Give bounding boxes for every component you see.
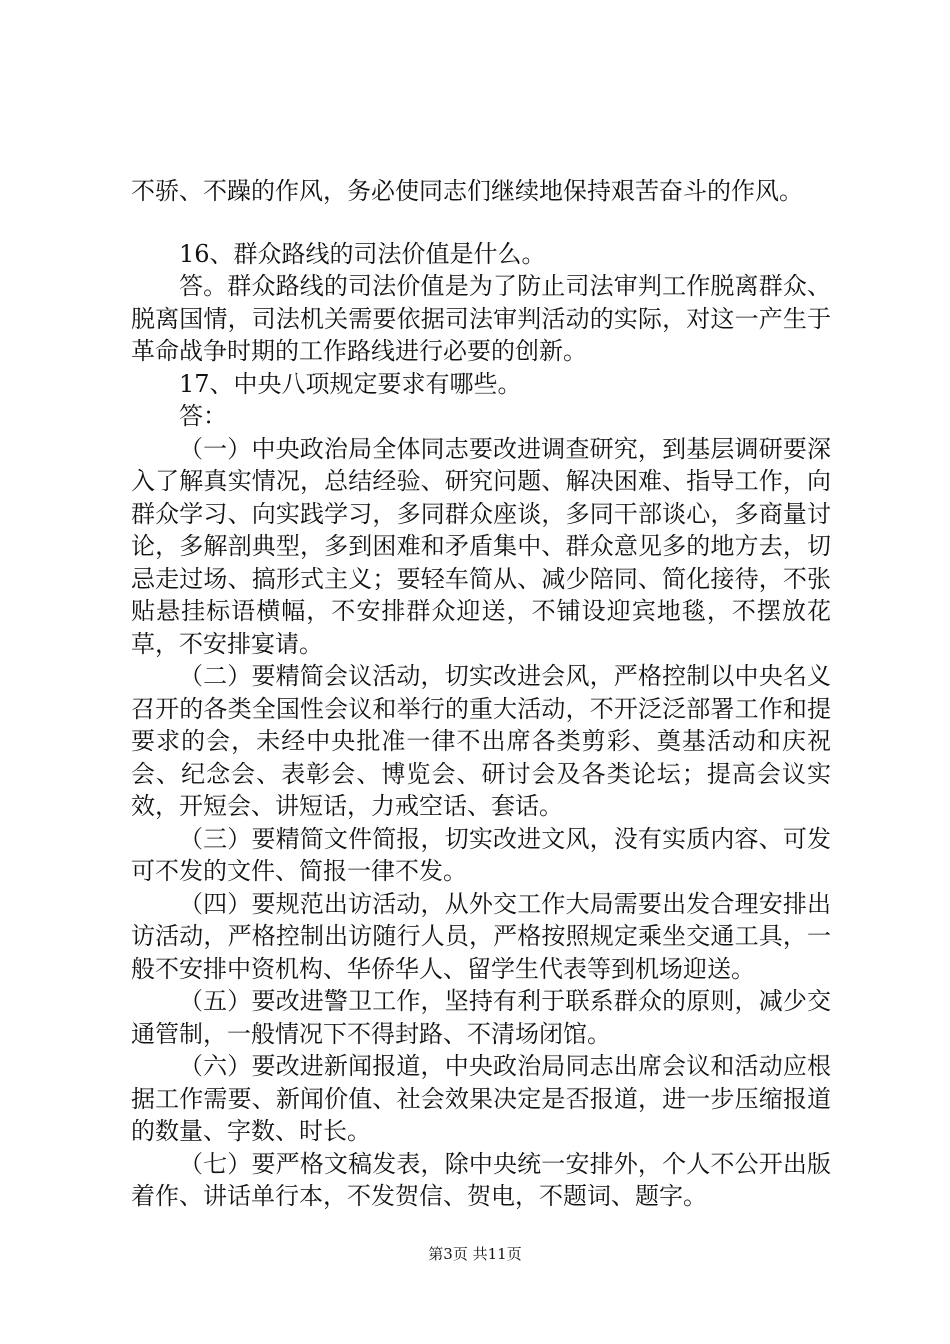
- page-footer: [0, 1244, 950, 1264]
- rule-item-5: （五）要改进警卫工作，坚持有利于联系群众的原则，减少交通管制，一般情况下不得封路、不清场闭馆。: [131, 987, 831, 1048]
- answer-16: 答。群众路线的司法价值是为了防止司法审判工作脱离群众、脱离国情，司法机关需要依据司法审判活动的实际，对这一产生于革命战争时期的工作路线进行必要的创新。: [131, 272, 831, 365]
- rule-item-2: （二）要精简会议活动，切实改进会风，严格控制以中央名义召开的各类全国性会议和举行的重大活动，不开泛泛部署工作和提要求的会，未经中央批准一律不出席各类剪彩、奠基活动和庆祝会、纪念会、表彰会、博览会、研讨会及各类论坛；提高会议实效，开短会、讲短话，力戒空话、套话。: [131, 662, 831, 820]
- rule-item-6: （六）要改进新闻报道，中央政治局同志出席会议和活动应根据工作需要、新闻价值、社会效果决定是否报道，进一步压缩报道的数量、字数、时长。: [131, 1052, 831, 1145]
- question-16: 16、群众路线的司法价值是什么。: [179, 239, 546, 268]
- rule-item-4: （四）要规范出访活动，从外交工作大局需要出发合理安排出访活动，严格控制出访随行人员，严格按照规定乘坐交通工具，一般不安排中资机构、华侨华人、留学生代表等到机场迎送。: [131, 889, 831, 983]
- answer-17-label: 答：: [179, 402, 227, 430]
- question-17: 17、中央八项规定要求有哪些。: [179, 369, 522, 398]
- page-number: 第3页 共11页: [428, 1245, 522, 1263]
- document-body: [131, 175, 831, 1213]
- rule-item-3: （三）要精简文件简报，切实改进文风，没有实质内容、可发可不发的文件、简报一律不发。: [131, 824, 831, 885]
- rule-item-7: （七）要严格文稿发表，除中央统一安排外，个人不公开出版着作、讲话单行本，不发贺信、贺电，不题词、题字。: [131, 1149, 831, 1210]
- continued-paragraph: 不骄、不躁的作风，务必使同志们继续地保持艰苦奋斗的作风。: [131, 177, 803, 205]
- rule-item-1: （一）中央政治局全体同志要改进调查研究，到基层调研要深入了解真实情况，总结经验、研究问题、解决困难、指导工作，向群众学习、向实践学习，多同群众座谈，多同干部谈心，多商量讨论，多解剖典型，多到困难和矛盾集中、群众意见多的地方去，切忌走过场、搞形式主义；要轻车简从、减少陪同、简化接待，不张贴悬挂标语横幅，不安排群众迎送，不铺设迎宾地毯，不摆放花草，不安排宴请。: [131, 434, 831, 658]
